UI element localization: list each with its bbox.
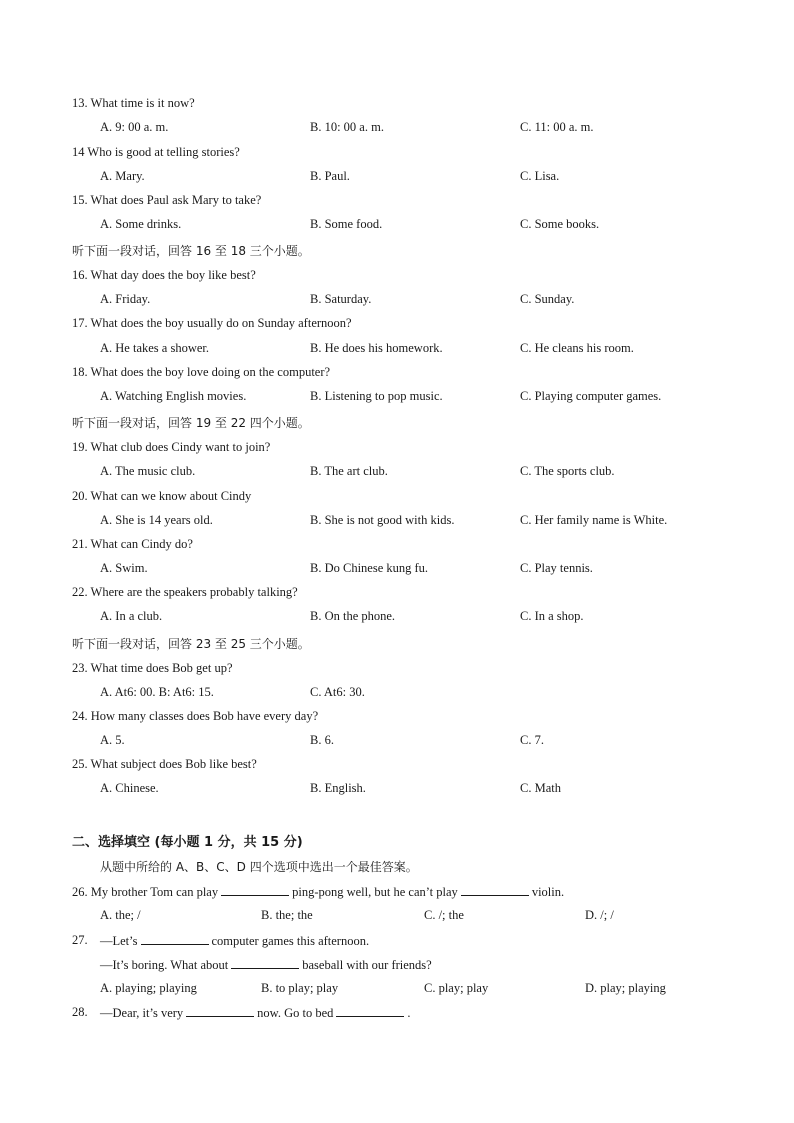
question-27-line1b: computer games this afternoon. <box>211 934 370 948</box>
option-b: B. the; the <box>261 908 313 922</box>
option-a: A. He takes a shower. <box>100 341 209 355</box>
question-14: 14 Who is good at telling stories? <box>72 145 240 159</box>
option-a: A. In a club. <box>100 609 163 623</box>
option-b: B. The art club. <box>310 464 388 478</box>
question-21: 21. What can Cindy do? <box>72 537 193 551</box>
option-a: A. She is 14 years old. <box>100 513 213 527</box>
listening-instruction: 听下面一段对话，回答 23 至 25 三个小题。 <box>72 637 310 651</box>
question-13: 13. What time is it now? <box>72 96 195 110</box>
answer-blank <box>336 1005 404 1017</box>
option-a: A. Watching English movies. <box>100 389 247 403</box>
option-c: C. 7. <box>520 733 544 747</box>
question-26-part1: 26. My brother Tom can play <box>72 885 219 899</box>
question-28-line <box>100 1005 411 1021</box>
option-b: B. Some food. <box>310 217 383 231</box>
question-26-part3: violin. <box>531 885 565 899</box>
option-a: A. 5. <box>100 733 125 747</box>
answer-blank <box>221 884 289 896</box>
listening-instruction: 听下面一段对话，回答 19 至 22 四个小题。 <box>72 416 310 430</box>
question-15: 15. What does Paul ask Mary to take? <box>72 193 262 207</box>
answer-blank <box>141 933 209 945</box>
question-28-part-b: now. Go to bed <box>257 1006 334 1020</box>
option-b: B. Listening to pop music. <box>310 389 443 403</box>
option-b: B. Do Chinese kung fu. <box>310 561 429 575</box>
option-b: B. 6. <box>310 733 334 747</box>
option-a: A. The music club. <box>100 464 196 478</box>
option-c: C. The sports club. <box>520 464 615 478</box>
option-c: C. Her family name is White. <box>520 513 668 527</box>
question-20: 20. What can we know about Cindy <box>72 489 252 503</box>
option-a: A. the; / <box>100 908 141 922</box>
option-c: C. /; the <box>424 908 464 922</box>
question-27-line2 <box>100 957 432 973</box>
option-b: B. Paul. <box>310 169 350 183</box>
option-c: C. Some books. <box>520 217 600 231</box>
option-c: C. Play tennis. <box>520 561 593 575</box>
option-b: B. Saturday. <box>310 292 372 306</box>
listening-instruction: 听下面一段对话，回答 16 至 18 三个小题。 <box>72 244 310 258</box>
question-25: 25. What subject does Bob like best? <box>72 757 257 771</box>
option-a: A. Mary. <box>100 169 145 183</box>
option-c: C. In a shop. <box>520 609 584 623</box>
option-b: B. He does his homework. <box>310 341 443 355</box>
option-b: B. English. <box>310 781 366 795</box>
question-28-number: 28. <box>72 1005 88 1019</box>
question-18: 18. What does the boy love doing on the computer? <box>72 365 331 379</box>
question-16: 16. What day does the boy like best? <box>72 268 256 282</box>
question-23: 23. What time does Bob get up? <box>72 661 233 675</box>
question-26 <box>72 884 564 900</box>
option-c: C. Playing computer games. <box>520 389 662 403</box>
answer-blank <box>186 1005 254 1017</box>
option-d: D. /; / <box>585 908 614 922</box>
question-19: 19. What club does Cindy want to join? <box>72 440 271 454</box>
option-a: A. Some drinks. <box>100 217 182 231</box>
option-a: A. Swim. <box>100 561 148 575</box>
option-a-b: A. At6: 00. B: At6: 15. <box>100 685 214 699</box>
question-27-line2a: —It’s boring. What about <box>100 958 229 972</box>
option-c: C. At6: 30. <box>310 685 365 699</box>
question-28-part-c: . <box>407 1006 411 1020</box>
option-d: D. play; playing <box>585 981 666 995</box>
option-a: A. 9: 00 a. m. <box>100 120 169 134</box>
question-26-part2: ping-pong well, but he can’t play <box>292 885 458 899</box>
question-22: 22. Where are the speakers probably talking? <box>72 585 298 599</box>
question-27-line1 <box>100 933 369 949</box>
option-c: C. He cleans his room. <box>520 341 634 355</box>
answer-blank <box>231 957 299 969</box>
option-b: B. On the phone. <box>310 609 396 623</box>
option-a: A. Chinese. <box>100 781 159 795</box>
answer-blank <box>461 884 529 896</box>
question-27-line2b: baseball with our friends? <box>302 958 432 972</box>
question-24: 24. How many classes does Bob have every day? <box>72 709 319 723</box>
option-b: B. 10: 00 a. m. <box>310 120 384 134</box>
option-c: C. Math <box>520 781 561 795</box>
option-b: B. She is not good with kids. <box>310 513 455 527</box>
question-28-part-a: —Dear, it’s very <box>100 1006 184 1020</box>
question-27-line1a: —Let’s <box>100 934 138 948</box>
option-c: C. Sunday. <box>520 292 575 306</box>
option-a: A. Friday. <box>100 292 151 306</box>
option-a: A. playing; playing <box>100 981 197 995</box>
option-c: C. play; play <box>424 981 489 995</box>
section-title: 二、选择填空 (每小题 1 分，共 15 分) <box>72 835 303 850</box>
option-c: C. Lisa. <box>520 169 560 183</box>
section-instruction: 从题中所给的 A、B、C、D 四个选项中选出一个最佳答案。 <box>100 860 418 874</box>
question-27-number: 27. <box>72 933 88 947</box>
option-c: C. 11: 00 a. m. <box>520 120 594 134</box>
question-17: 17. What does the boy usually do on Sunday afternoon? <box>72 316 352 330</box>
option-b: B. to play; play <box>261 981 339 995</box>
